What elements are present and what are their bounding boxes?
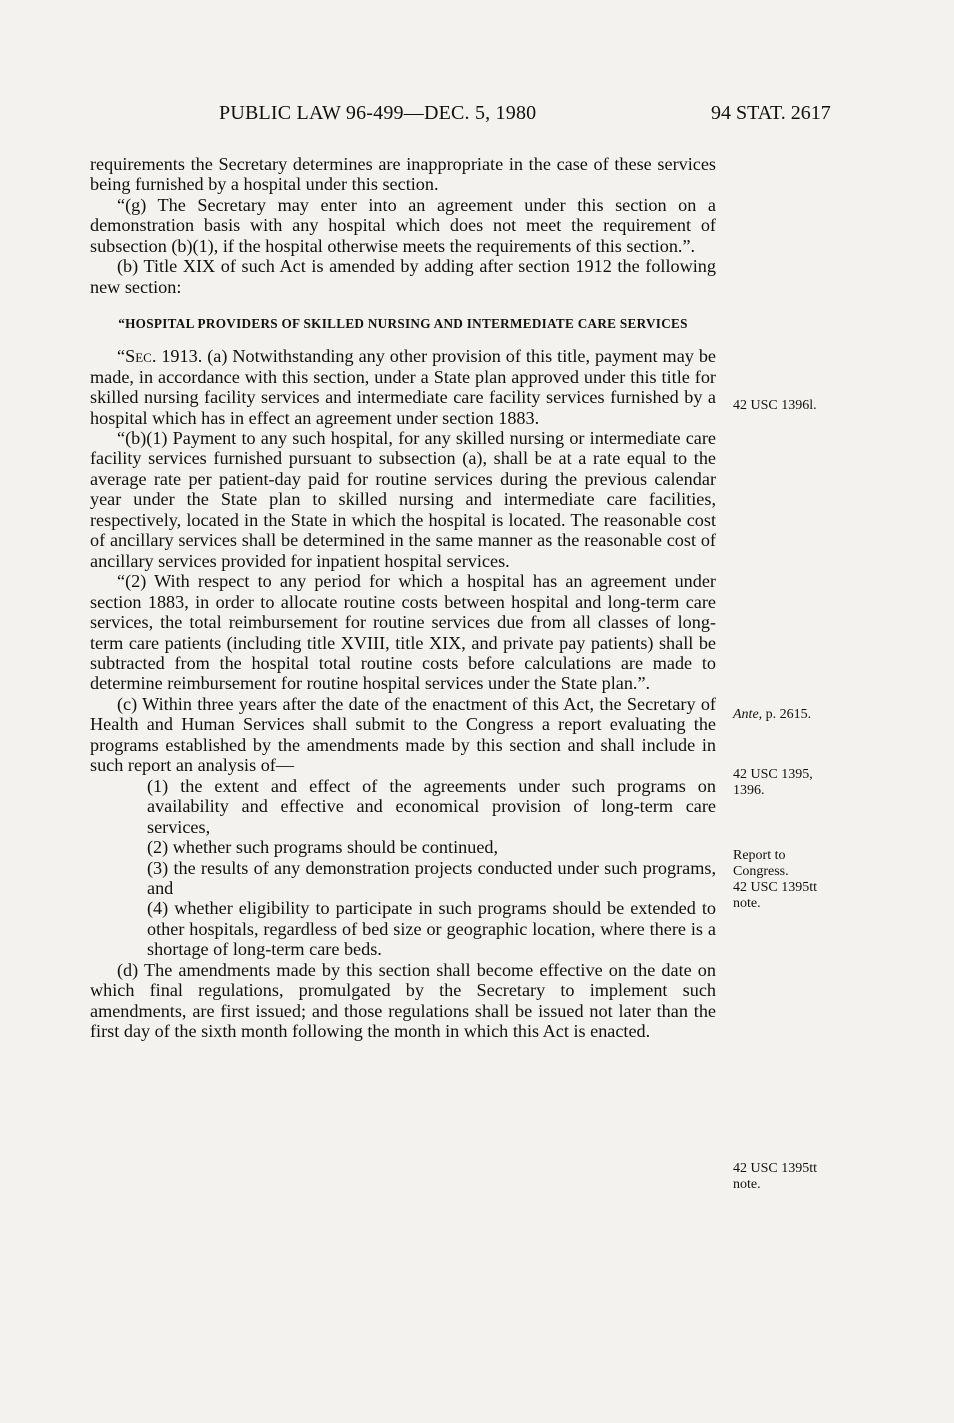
margin-note-line: note.	[733, 1177, 761, 1192]
sec-1913-a-text: . 1913. (a) Notwithstanding any other provision of this title, payment may be made, in accordance with this section, under a State plan approved under this title for skilled nursing facility services and intermediate care facility services furnished by a hospital which has in effect an agreement under section 1883.	[90, 346, 716, 428]
paragraph-sec-1913-b2: “(2) With respect to any period for which a hospital has an agreement under section 1883, in order to allocate routine costs between hospital and long-term care services, the total reimbursement for routine services due from all classes of long-term care patients (including title XVIII, title XIX, and private pay patients) shall be subtracted from the hospital total routine costs before calculations are made to determine reimbursement for routine hospital services under the State plan.”.	[90, 571, 716, 694]
paragraph-continuation: requirements the Secretary determines are inappropriate in the case of these services being furnished by a hospital under this section.	[90, 154, 716, 195]
list-item-2: (2) whether such programs should be continued,	[147, 837, 499, 858]
paragraph-sec-1913-a	[90, 346, 716, 428]
running-header-title: PUBLIC LAW 96-499—DEC. 5, 1980	[219, 102, 537, 124]
paragraph-subsection-c: (c) Within three years after the date of the enactment of this Act, the Secretary of Health and Human Services shall submit to the Congress a report evaluating the programs established by the amendments made by this section and shall include in such report an analysis of—	[90, 693, 716, 776]
paragraph-sec-1913-b1: “(b)(1) Payment to any such hospital, for any skilled nursing or intermediate care facility services furnished pursuant to subsection (a), shall be at a rate equal to the average rate per patient-day paid for routine services during the previous calendar year under the State plan to skilled nursing and intermediate care facilities, respectively, located in the State in which the hospital is located. The reasonable cost of ancillary services shall be determined in the same manner as the reasonable cost of ancillary services provided for inpatient hospital services.	[90, 427, 716, 571]
margin-note-42usc1395	[733, 767, 813, 799]
margin-note-42usc1395tt	[733, 1161, 817, 1193]
margin-note-ante	[733, 707, 811, 723]
margin-note-line: Report to	[733, 848, 786, 863]
margin-note-42usc1396l: 42 USC 1396l.	[733, 398, 817, 413]
list-item-4: (4) whether eligibility to participate in such programs should be extended to other hospitals, regardless of bed size or geographic location, where there is a shortage of long-term care beds.	[147, 898, 716, 960]
list-item-3: (3) the results of any demonstration projects conducted under such programs, and	[147, 857, 716, 898]
sec-prefix: “S	[117, 346, 136, 367]
paragraph-subsection-d: (d) The amendments made by this section shall become effective on the date on which final regulations, promulgated by the Secretary to implement such amendments, are first issued; and those regulations shall be issued not later than the first day of the sixth month following the month in which this Act is enacted.	[90, 959, 716, 1042]
sec-smallcaps: ec	[135, 346, 152, 367]
list-item-1: (1) the extent and effect of the agreements under such programs on availability and effective and economical provision of long-term care services,	[147, 775, 716, 837]
margin-note-line: 42 USC 1395tt	[733, 880, 818, 895]
margin-note-line: Congress.	[733, 864, 789, 879]
margin-note-line: 1396.	[733, 783, 765, 798]
margin-note-line: 42 USC 1395,	[733, 767, 813, 782]
body-text	[90, 154, 716, 1042]
margin-note-line: note.	[733, 896, 761, 911]
margin-note-report-to-congress	[733, 848, 817, 912]
margin-note-line: 42 USC 1395tt	[733, 1161, 818, 1176]
paragraph-subsection-b: (b) Title XIX of such Act is amended by adding after section 1912 the following new section:	[90, 256, 716, 297]
margin-note-ante-page: p. 2615.	[762, 707, 812, 722]
paragraph-subsection-g: “(g) The Secretary may enter into an agreement under this section on a demonstration basis with any hospital which does not meet the requirement of subsection (b)(1), if the hospital otherwise meets the requirements of this section.”.	[90, 194, 716, 256]
margin-note-ante-italic: Ante,	[733, 707, 763, 722]
running-header-stat-page: 94 STAT. 2617	[711, 102, 831, 124]
section-heading: “HOSPITAL PROVIDERS OF SKILLED NURSING AND INTERMEDIATE CARE SERVICES	[118, 316, 688, 332]
